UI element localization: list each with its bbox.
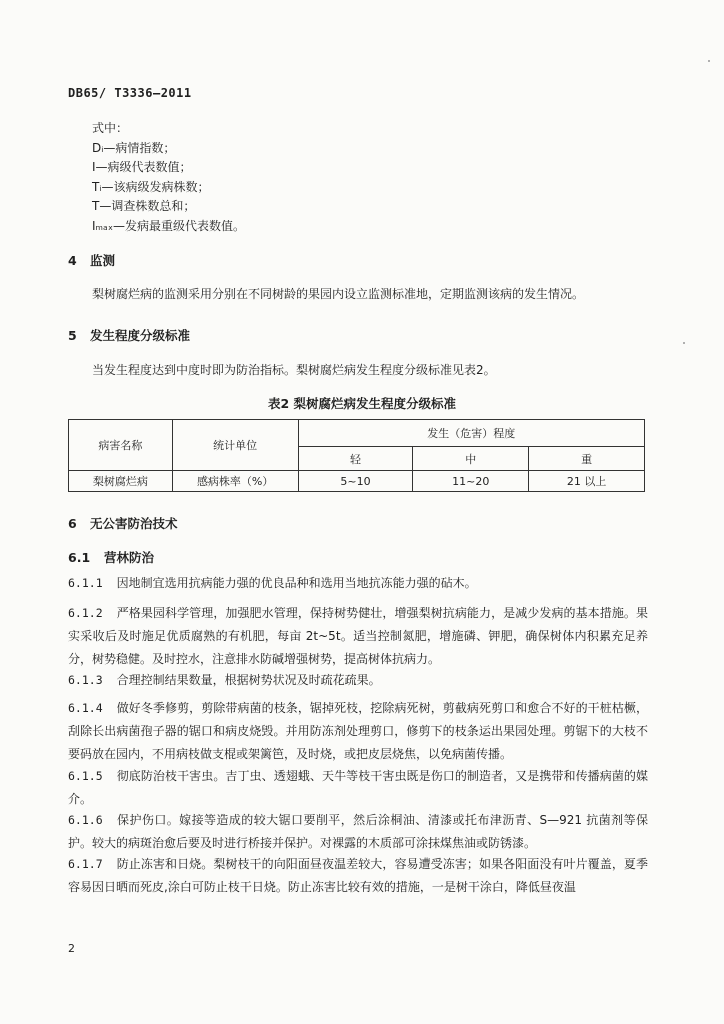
section-4-heading — [68, 251, 115, 269]
item-text: 做好冬季修剪，剪除带病菌的枝条，锯掉死枝，挖除病死树，剪截病死剪口和愈合不好的干桩枯橛，刮除长出病菌孢子器的锯口和病皮烧毁。并用防冻剂处理剪口，修剪下的枝条运出果园处理。剪锯下的大枝不要码放在园内，不用病枝做支棍或架篱笆，及时烧，或把皮层烧焦，以免病菌传播。 — [68, 701, 648, 761]
section-number: 6 — [68, 516, 77, 531]
row-value-severe: 21 以上 — [529, 471, 645, 492]
legend-line: I—病级代表数值； — [92, 160, 192, 175]
formula-legend — [92, 119, 245, 237]
level-severe: 重 — [529, 447, 645, 471]
header-unit: 统计单位 — [172, 420, 298, 471]
item-6-1-4 — [68, 697, 648, 766]
item-6-1-3 — [68, 669, 648, 692]
row-value-light: 5~10 — [298, 471, 413, 492]
item-text: 防止冻害和日烧。梨树枝干的向阳面昼夜温差较大，容易遭受冻害；如果各阳面没有叶片覆盖，夏季容易因日晒而死皮,涂白可防止枝干日烧。防止冻害比较有效的措施，一是树干涂白，降低昼夜温 — [68, 857, 648, 894]
item-text: 因地制宜选用抗病能力强的优良品种和选用当地抗冻能力强的砧木。 — [116, 576, 477, 590]
level-medium: 中 — [413, 447, 529, 471]
level-light: 轻 — [298, 447, 413, 471]
item-number: 6.1.5 — [68, 769, 103, 783]
item-text: 合理控制结果数量，根据树势状况及时疏花疏果。 — [116, 673, 381, 687]
item-number: 6.1.6 — [68, 813, 103, 827]
row-value-medium: 11~20 — [413, 471, 529, 492]
legend-line: 式中： — [92, 121, 129, 135]
item-6-1-7 — [68, 853, 648, 899]
item-6-1-5 — [68, 765, 648, 811]
grading-table — [68, 419, 645, 492]
section-6-1-heading — [68, 548, 154, 566]
scan-speck — [708, 60, 710, 62]
section-title: 监测 — [90, 253, 116, 268]
section-title: 营林防治 — [104, 550, 155, 565]
standard-code: DB65/ T3336—2011 — [68, 86, 192, 100]
item-text: 保护伤口。嫁接等造成的较大锯口要削平，然后涂桐油、清漆或托布津沥青、S—921 抗菌剂等保护。较大的病斑治愈后要及时进行桥接并保护。对裸露的木质部可涂抹煤焦油或防锈漆。 — [68, 813, 648, 850]
row-unit: 感病株率（%） — [172, 471, 298, 492]
section-number: 5 — [68, 328, 77, 343]
section-6-heading — [68, 514, 178, 532]
section-title: 发生程度分级标准 — [90, 328, 191, 343]
item-number: 6.1.3 — [68, 673, 103, 687]
section-title: 无公害防治技术 — [90, 516, 178, 531]
page-number: 2 — [68, 942, 75, 955]
table-title: 表2 梨树腐烂病发生程度分级标准 — [267, 396, 457, 411]
section-4-body: 梨树腐烂病的监测采用分别在不同树龄的果园内设立监测标准地，定期监测该病的发生情况。 — [92, 287, 585, 301]
item-text: 严格果园科学管理，加强肥水管理，保持树势健壮，增强梨树抗病能力，是减少发病的基本措施。果实采收后及时施足优质腐熟的有机肥，每亩 2t~5t。适当控制氮肥，增施磷、钾肥，确保树体内积累充足养分，树势稳健。及时控水，注意排水防碱增强树势，提高树体抗病力。 — [68, 606, 648, 666]
item-6-1-6 — [68, 809, 648, 855]
item-number: 6.1.1 — [68, 576, 103, 590]
legend-line: T—调查株数总和； — [92, 199, 196, 214]
header-level: 发生（危害）程度 — [298, 420, 644, 447]
item-number: 6.1.4 — [68, 701, 103, 715]
section-5-body: 当发生程度达到中度时即为防治指标。梨树腐烂病发生程度分级标准见表2。 — [92, 363, 496, 377]
scan-speck — [683, 342, 685, 344]
section-number: 4 — [68, 253, 77, 268]
header-disease: 病害名称 — [69, 420, 173, 471]
legend-line: Iₘₐₓ—发病最重级代表数值。 — [92, 218, 246, 233]
item-text: 彻底防治枝干害虫。吉丁虫、透翅蛾、天牛等枝干害虫既是伤口的制造者，又是携带和传播病菌的媒介。 — [68, 769, 648, 806]
row-disease: 梨树腐烂病 — [69, 471, 173, 492]
legend-line: Tᵢ—该病级发病株数； — [92, 179, 210, 194]
section-number: 6.1 — [68, 550, 91, 565]
legend-line: Dᵢ—病情指数； — [92, 140, 176, 155]
item-number: 6.1.2 — [68, 606, 103, 620]
item-6-1-1 — [68, 572, 648, 595]
item-number: 6.1.7 — [68, 857, 103, 871]
item-6-1-2 — [68, 602, 648, 671]
section-5-heading — [68, 326, 190, 344]
